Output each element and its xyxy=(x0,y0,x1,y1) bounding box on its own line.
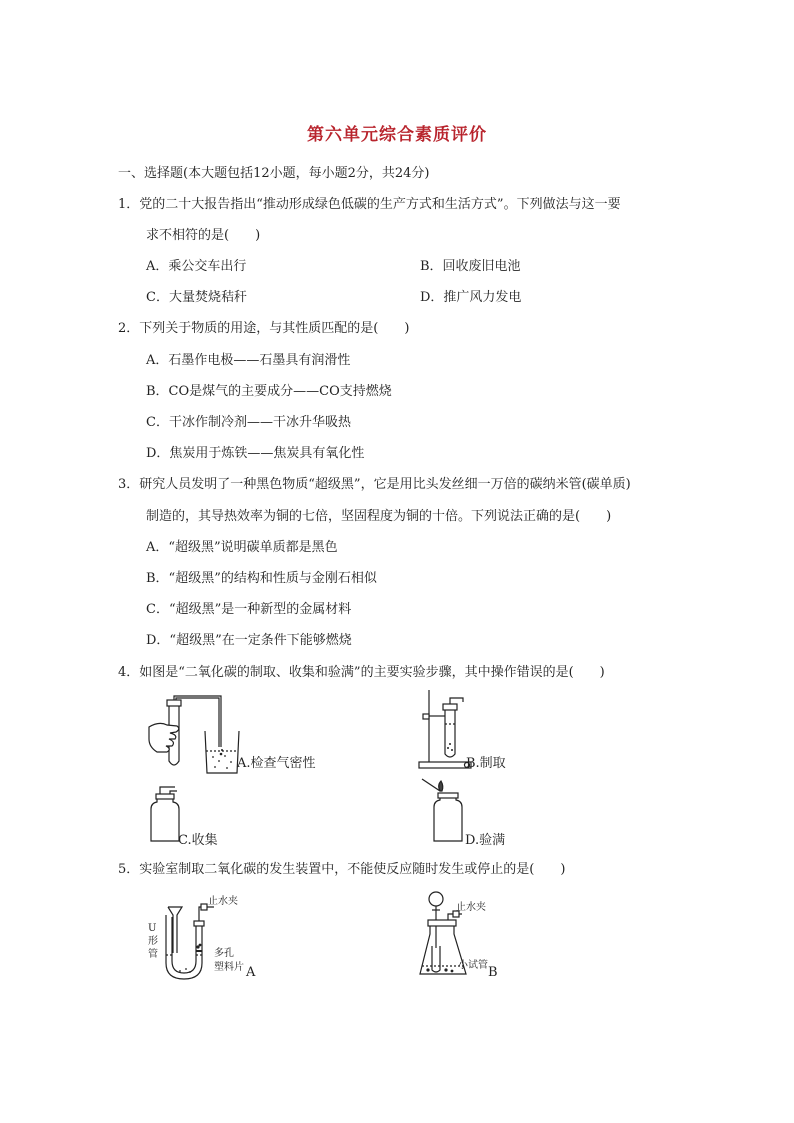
q1-option-d: D．推广风力发电 xyxy=(420,290,522,305)
section-heading: 一、选择题(本大题包括12小题，每小题2分，共24分) xyxy=(118,166,430,181)
page-title: 第六单元综合素质评价 xyxy=(307,125,487,145)
q4-stem: 4．如图是“二氧化碳的制取、收集和验满”的主要实验步骤，其中操作错误的是( ) xyxy=(118,665,605,680)
q2-option-b: B．CO是煤气的主要成分——CO支持燃烧 xyxy=(146,384,392,399)
q4-label-a: A.检查气密性 xyxy=(237,756,316,771)
q2-option-a: A．石墨作电极——石墨具有润滑性 xyxy=(146,353,351,368)
q2-option-d: D．焦炭用于炼铁——焦炭具有氧化性 xyxy=(146,446,365,461)
q1-option-b: B．回收废旧电池 xyxy=(420,259,521,274)
q5b-tube-label: 小试管 xyxy=(458,960,488,971)
q5a-u-tube-label: U 形 管 xyxy=(148,923,158,960)
q3-stem-line1: 3．研究人员发明了一种黑色物质“超级黑”，它是用比头发丝细一万倍的碳纳米管(碳单质) xyxy=(118,477,631,492)
q5a-plate-label: 多孔 塑料片 xyxy=(214,948,244,973)
q1-option-c: C．大量焚烧秸秆 xyxy=(146,290,247,305)
q3-option-c: C．“超级黑”是一种新型的金属材料 xyxy=(146,602,352,617)
q5b-clip-label: 止水夹 xyxy=(456,902,486,913)
q4-figure-d xyxy=(420,775,470,845)
q5b-figure-label: B xyxy=(488,965,498,980)
q1-option-a: A．乘公交车出行 xyxy=(146,259,247,274)
q4-figure-a xyxy=(145,695,240,775)
q5a-figure-label: A xyxy=(246,965,256,980)
q3-option-d: D．“超级黑”在一定条件下能够燃烧 xyxy=(146,633,352,648)
q3-stem-line2: 制造的，其导热效率为铜的七倍，坚固程度为铜的十倍。下列说法正确的是( ) xyxy=(146,509,612,524)
q2-stem: 2．下列关于物质的用途，与其性质匹配的是( ) xyxy=(118,321,410,336)
q4-label-d: D.验满 xyxy=(465,833,506,848)
q1-stem-line1: 1．党的二十大报告指出“推动形成绿色低碳的生产方式和生活方式”。下列做法与这一要 xyxy=(118,197,621,212)
q3-option-a: A．“超级黑”说明碳单质都是黑色 xyxy=(146,540,338,555)
q1-stem-line2: 求不相符的是( ) xyxy=(146,228,261,243)
q4-label-c: C.收集 xyxy=(178,833,218,848)
q2-option-c: C．干冰作制冷剂——干冰升华吸热 xyxy=(146,415,351,430)
q5a-clip-label: 止水夹 xyxy=(208,896,238,907)
q5-stem: 5．实验室制取二氧化碳的发生装置中，不能使反应随时发生或停止的是( ) xyxy=(118,862,566,877)
q3-option-b: B．“超级黑”的结构和性质与金刚石相似 xyxy=(146,571,377,586)
q4-label-b: B.制取 xyxy=(466,756,506,771)
